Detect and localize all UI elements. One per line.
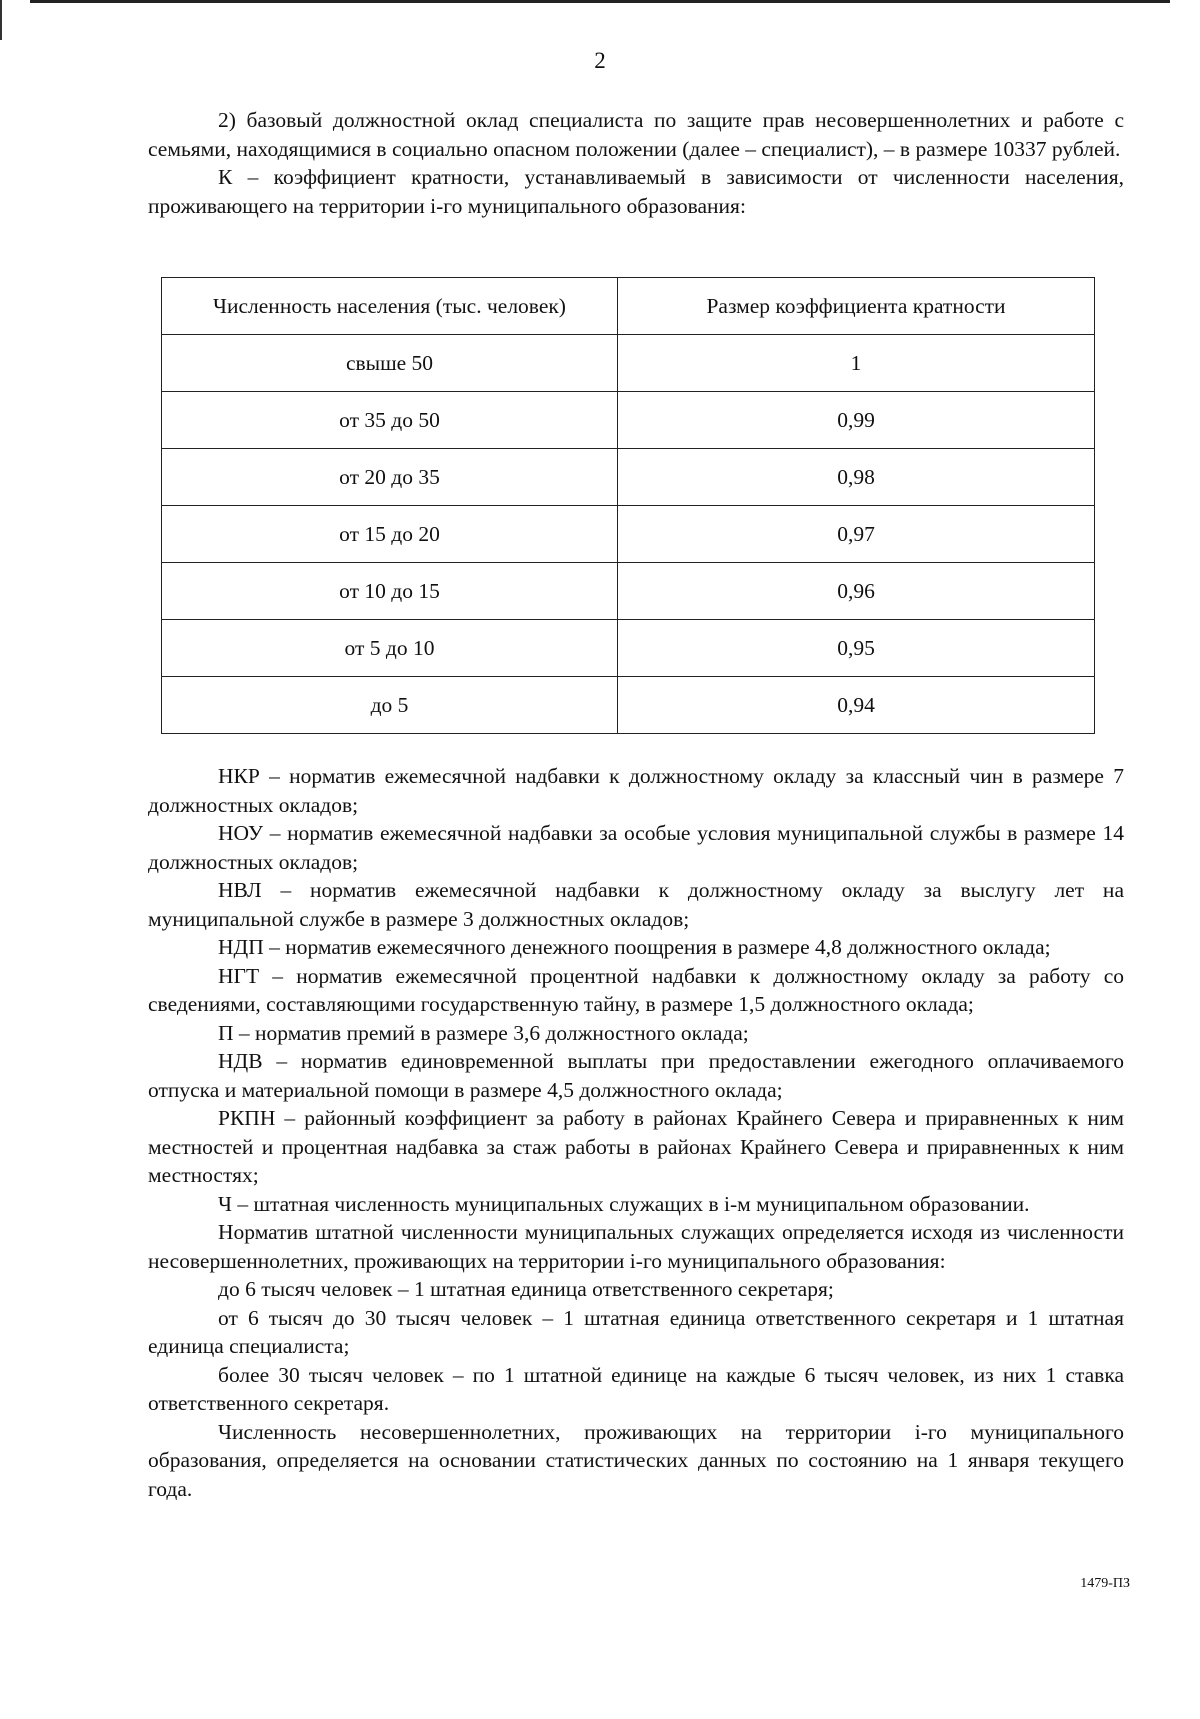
staffing-item-over-30k: более 30 тысяч человек – по 1 штатной единице на каждые 6 тысяч человек, из них 1 ставка ответственного секретаря.: [148, 1362, 1124, 1415]
document-code: 1479-ПЗ: [1080, 1576, 1130, 1591]
definition-nvl: НВЛ – норматив ежемесячной надбавки к должностному окладу за выслугу лет на муниципальной службе в размере 3 должностных окладов;: [148, 878, 1124, 931]
scan-edge-top: [30, 0, 1170, 3]
table-row: [162, 563, 1095, 620]
definition-nkr: НКР – норматив ежемесячной надбавки к должностному окладу за классный чин в размере 7 должностных окладов;: [148, 764, 1124, 817]
table-header-population: Численность населения (тыс. человек): [162, 278, 618, 335]
scan-edge-left: [0, 0, 2, 40]
table-row: [162, 392, 1095, 449]
definition-p: П – норматив премий в размере 3,6 должностного оклада;: [218, 1020, 749, 1045]
table-cell-population: от 35 до 50: [162, 392, 618, 449]
intro-paragraph-coefficient: К – коэффициент кратности, устанавливаемый в зависимости от численности населения, проживающего на территории i-го муниципального образования:: [148, 165, 1124, 218]
intro-paragraph-salary: 2) базовый должностной оклад специалиста по защите прав несовершеннолетних и работе с семьями, находящимися в социально опасном положении (далее – специалист), – в размере 10337 рублей.: [148, 108, 1124, 161]
table-row: [162, 620, 1095, 677]
table-cell-coefficient: 1: [618, 335, 1095, 392]
intro-section: [148, 106, 1124, 220]
table-cell-population: свыше 50: [162, 335, 618, 392]
table-cell-population: от 15 до 20: [162, 506, 618, 563]
staffing-item-6k-to-30k: от 6 тысяч до 30 тысяч человек – 1 штатная единица ответственного секретаря и 1 штатная единица специалиста;: [148, 1305, 1124, 1358]
table-cell-coefficient: 0,99: [618, 392, 1095, 449]
staffing-norm-paragraph: Норматив штатной численности муниципальных служащих определяется исходя из численности несовершеннолетних, проживающих на территории i-го муниципального образования:: [148, 1220, 1124, 1273]
table-header-coefficient: Размер коэффициента кратности: [618, 278, 1095, 335]
table-row: [162, 506, 1095, 563]
staffing-item-up-to-6k: до 6 тысяч человек – 1 штатная единица ответственного секретаря;: [218, 1277, 834, 1301]
table-cell-coefficient: 0,95: [618, 620, 1095, 677]
table-header-row: [162, 278, 1095, 335]
table-cell-population: до 5: [162, 677, 618, 734]
definition-ch: Ч – штатная численность муниципальных служащих в i-м муниципальном образовании.: [218, 1191, 1030, 1216]
minors-count-paragraph: Численность несовершеннолетних, проживающих на территории i-го муниципального образования, определяется на основании статистических данных по состоянию на 1 января текущего года.: [148, 1419, 1124, 1501]
table-row: [162, 677, 1095, 734]
page-number: 2: [594, 48, 606, 73]
table-row: [162, 335, 1095, 392]
coefficient-table: [161, 277, 1095, 734]
definition-ndv: НДВ – норматив единовременной выплаты при предоставлении ежегодного оплачиваемого отпуска и материальной помощи в размере 4,5 должностного оклада;: [148, 1049, 1124, 1102]
definition-nou: НОУ – норматив ежемесячной надбавки за особые условия муниципальной службы в размере 14 должностных окладов;: [148, 821, 1124, 874]
table-cell-population: от 5 до 10: [162, 620, 618, 677]
table-cell-coefficient: 0,98: [618, 449, 1095, 506]
definitions-section: [148, 762, 1124, 1503]
definition-ndp: НДП – норматив ежемесячного денежного поощрения в размере 4,8 должностного оклада;: [218, 935, 1051, 959]
table-cell-population: от 10 до 15: [162, 563, 618, 620]
table-row: [162, 449, 1095, 506]
table-cell-coefficient: 0,97: [618, 506, 1095, 563]
definition-rkpn: РКПН – районный коэффициент за работу в районах Крайнего Севера и приравненных к ним местностей и процентная надбавка за стаж работы в районах Крайнего Севера и приравненных к ним местностях;: [148, 1106, 1124, 1187]
definition-ngt: НГТ – норматив ежемесячной процентной надбавки к должностному окладу за работу со сведениями, составляющими государственную тайну, в размере 1,5 должностного оклада;: [148, 963, 1124, 1016]
table-cell-population: от 20 до 35: [162, 449, 618, 506]
table-cell-coefficient: 0,94: [618, 677, 1095, 734]
table-cell-coefficient: 0,96: [618, 563, 1095, 620]
